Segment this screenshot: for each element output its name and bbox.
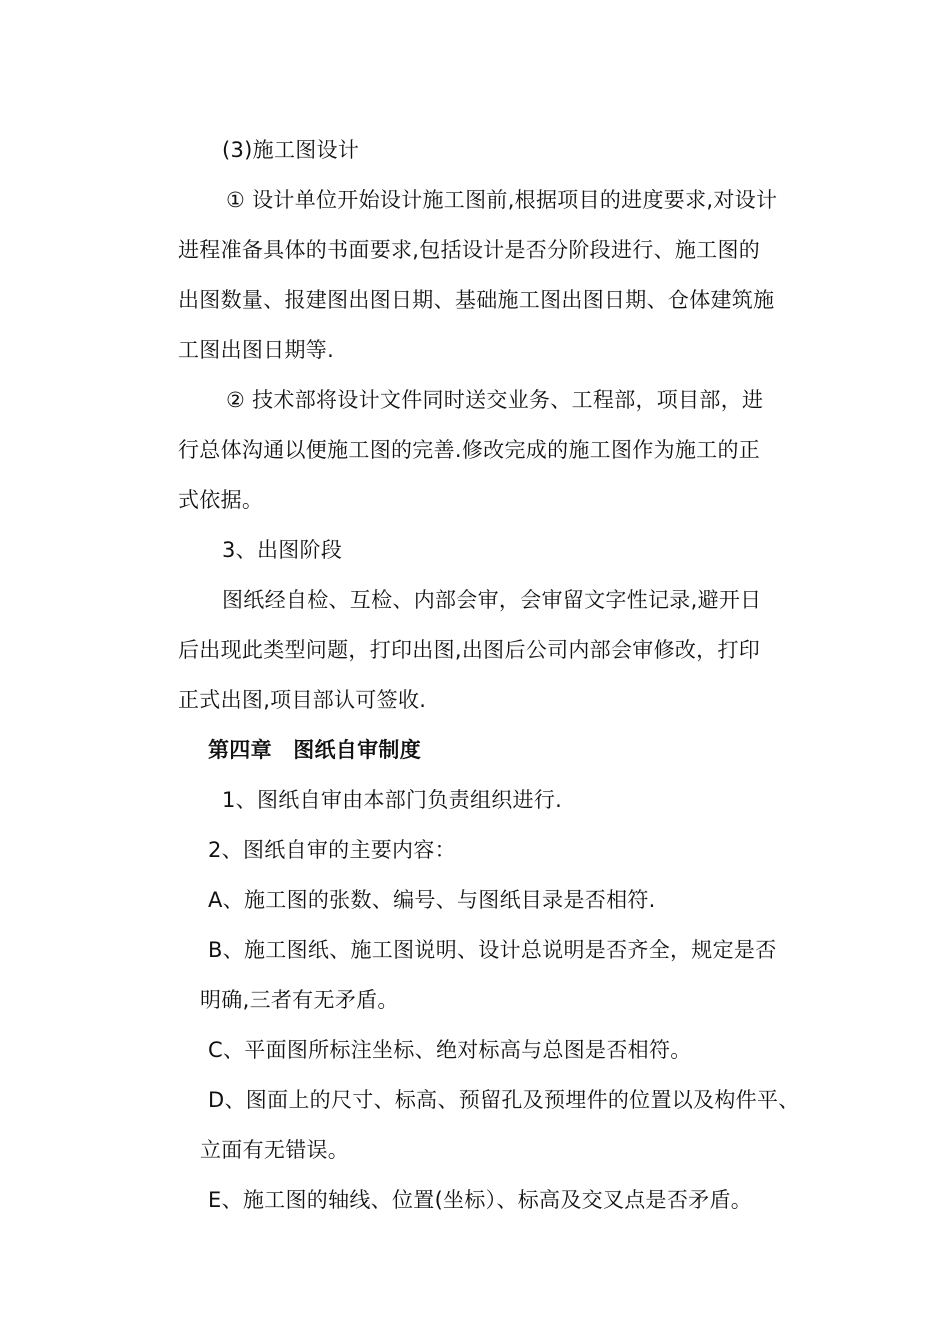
list-item-a: A、施工图的张数、编号、与图纸目录是否相符.	[208, 888, 656, 912]
section-heading-drawing-output-stage: 3、出图阶段	[222, 538, 343, 562]
paragraph-line: 式依据。	[178, 488, 264, 512]
paragraph-line: 正式出图,项目部认可签收.	[178, 688, 427, 712]
paragraph-line: 工图出图日期等.	[178, 338, 335, 362]
paragraph-line: 出图数量、报建图出图日期、基础施工图出图日期、仓体建筑施	[178, 288, 775, 312]
list-item-1: 1、图纸自审由本部门负责组织进行.	[222, 788, 563, 812]
list-item-line: D、图面上的尺寸、标高、预留孔及预埋件的位置以及构件平、	[208, 1088, 800, 1112]
paragraph-line: 图纸经自检、互检、内部会审，会审留文字性记录,避开日	[222, 588, 762, 612]
section-heading-construction-drawing-design: (3)施工图设计	[222, 138, 360, 162]
paragraph-line: ① 设计单位开始设计施工图前,根据项目的进度要求,对设计	[226, 188, 778, 212]
list-item-line: 立面有无错误。	[200, 1138, 350, 1162]
paragraph-line: 行总体沟通以便施工图的完善.修改完成的施工图作为施工的正	[178, 438, 761, 462]
list-item-c: C、平面图所标注坐标、绝对标高与总图是否相符。	[208, 1038, 692, 1062]
paragraph-line: ② 技术部将设计文件同时送交业务、工程部，项目部，进	[226, 388, 764, 412]
list-item-2: 2、图纸自审的主要内容：	[208, 838, 456, 862]
paragraph-line: 进程准备具体的书面要求,包括设计是否分阶段进行、施工图的	[178, 238, 761, 262]
list-item-line: B、施工图纸、施工图说明、设计总说明是否齐全，规定是否	[208, 938, 777, 962]
paragraph-line: 后出现此类型问题，打印出图,出图后公司内部会审修改，打印	[178, 638, 761, 662]
list-item-e: E、施工图的轴线、位置(坐标）、标高及交叉点是否矛盾。	[208, 1188, 753, 1212]
list-item-line: 明确,三者有无矛盾。	[200, 988, 399, 1012]
chapter-title: 第四章 图纸自审制度	[208, 738, 421, 762]
